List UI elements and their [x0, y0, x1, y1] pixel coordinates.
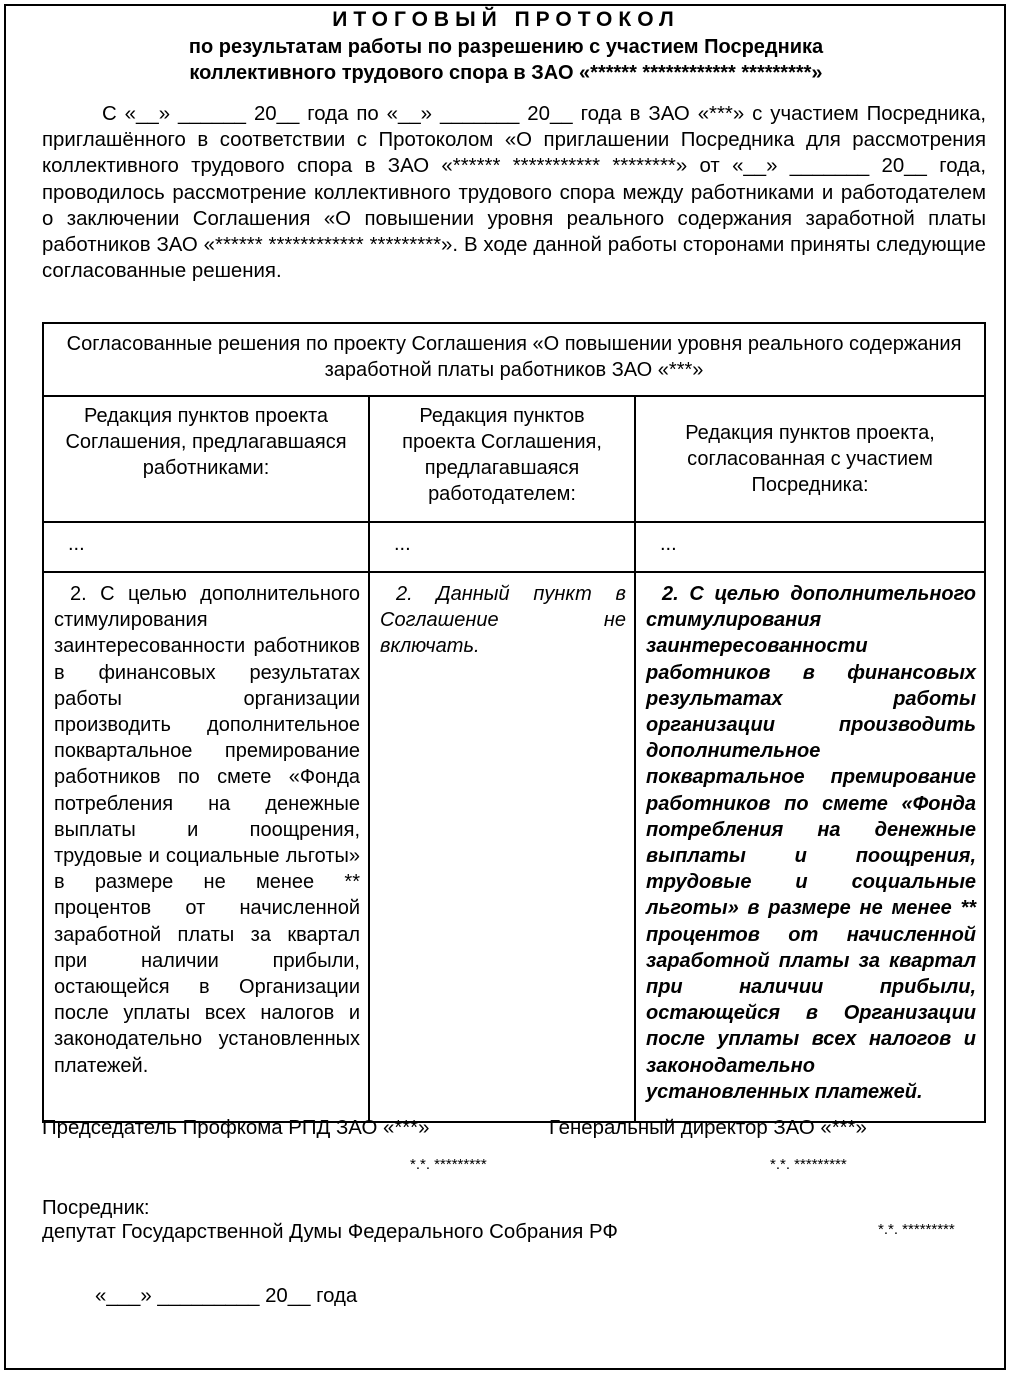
chair-name: *.*. *********	[410, 1156, 487, 1173]
column-header-employer: Редакция пунктов проекта Соглашения, предлагавшаяся работодателем:	[369, 396, 635, 522]
mediator-label: Посредник:	[42, 1197, 150, 1219]
column-header-workers: Редакция пунктов проекта Соглашения, предлагавшаяся работниками:	[43, 396, 369, 522]
ellipsis-cell: ...	[635, 522, 985, 572]
mediator-name: *.*. *********	[878, 1221, 955, 1238]
clause-agreed: 2. С целью дополнительного стимулирования заинтересованности работников в финансовых результатах работы организации производить дополнительное поквартальное премирование работников по смете «Фонда потребления на денежные выплаты и поощрения, трудовые и социальные льготы» в размере не менее ** процентов от начисленной заработной платы за квартал при наличии прибыли, остающейся в Организации после уплаты всех налогов и законодательно установленных платежей.	[635, 572, 985, 1122]
document-date: «___» _________ 20__ года	[95, 1285, 358, 1307]
ellipsis-cell: ...	[43, 522, 369, 572]
chair-signature-label: Председатель Профкома РПД ЗАО «***»	[42, 1117, 430, 1139]
intro-paragraph: С «__» ______ 20__ года по «__» _______ 20__ года в ЗАО «***» с участием Посредника, приглашённого в соответствии с Протоколом «О приглашении Посредника для рассмотрения коллективного трудового спора в ЗАО «****** *********** ********» от «__» _______ 20__ года, проводилось рассмотрение коллективного трудового спора между работниками и работодателем о заключении Соглашения «О повышении уровня реального содержания заработной платы работников ЗАО «****** ************ *********». В ходе данной работы сторонами приняты следующие согласованные решения.	[42, 103, 986, 283]
decisions-table	[42, 322, 986, 1123]
clause-workers: 2. С целью дополнительного стимулирования заинтересованности работников в финансовых результатах работы организации производить дополнительное поквартальное премирование работников по смете «Фонда потребления на денежные выплаты и поощрения, трудовые и социальные льготы» в размере не менее ** процентов от начисленной заработной платы за квартал при наличии прибыли, остающейся в Организации после уплаты всех налогов и законодательно установленных платежей.	[43, 572, 369, 1122]
document-title: ИТОГОВЫЙ ПРОТОКОЛ	[332, 8, 680, 31]
ellipsis-cell: ...	[369, 522, 635, 572]
document-subtitle: по результатам работы по разрешению с участием Посредника	[188, 36, 824, 58]
mediator-title: депутат Государственной Думы Федерального Собрания РФ	[42, 1221, 618, 1243]
table-header: Согласованные решения по проекту Соглашения «О повышении уровня реального содержания заработной платы работников ЗАО «***»	[43, 323, 985, 396]
column-header-agreed: Редакция пунктов проекта, согласованная с участием Посредника:	[635, 396, 985, 522]
director-signature-label: Генеральный директор ЗАО «***»	[549, 1117, 867, 1139]
director-name: *.*. *********	[770, 1156, 847, 1173]
clause-employer: 2. Данный пункт в Соглашение не включать.	[369, 572, 635, 1122]
document-subtitle-2: коллективного трудового спора в ЗАО «****** ************ *********»	[189, 62, 823, 84]
